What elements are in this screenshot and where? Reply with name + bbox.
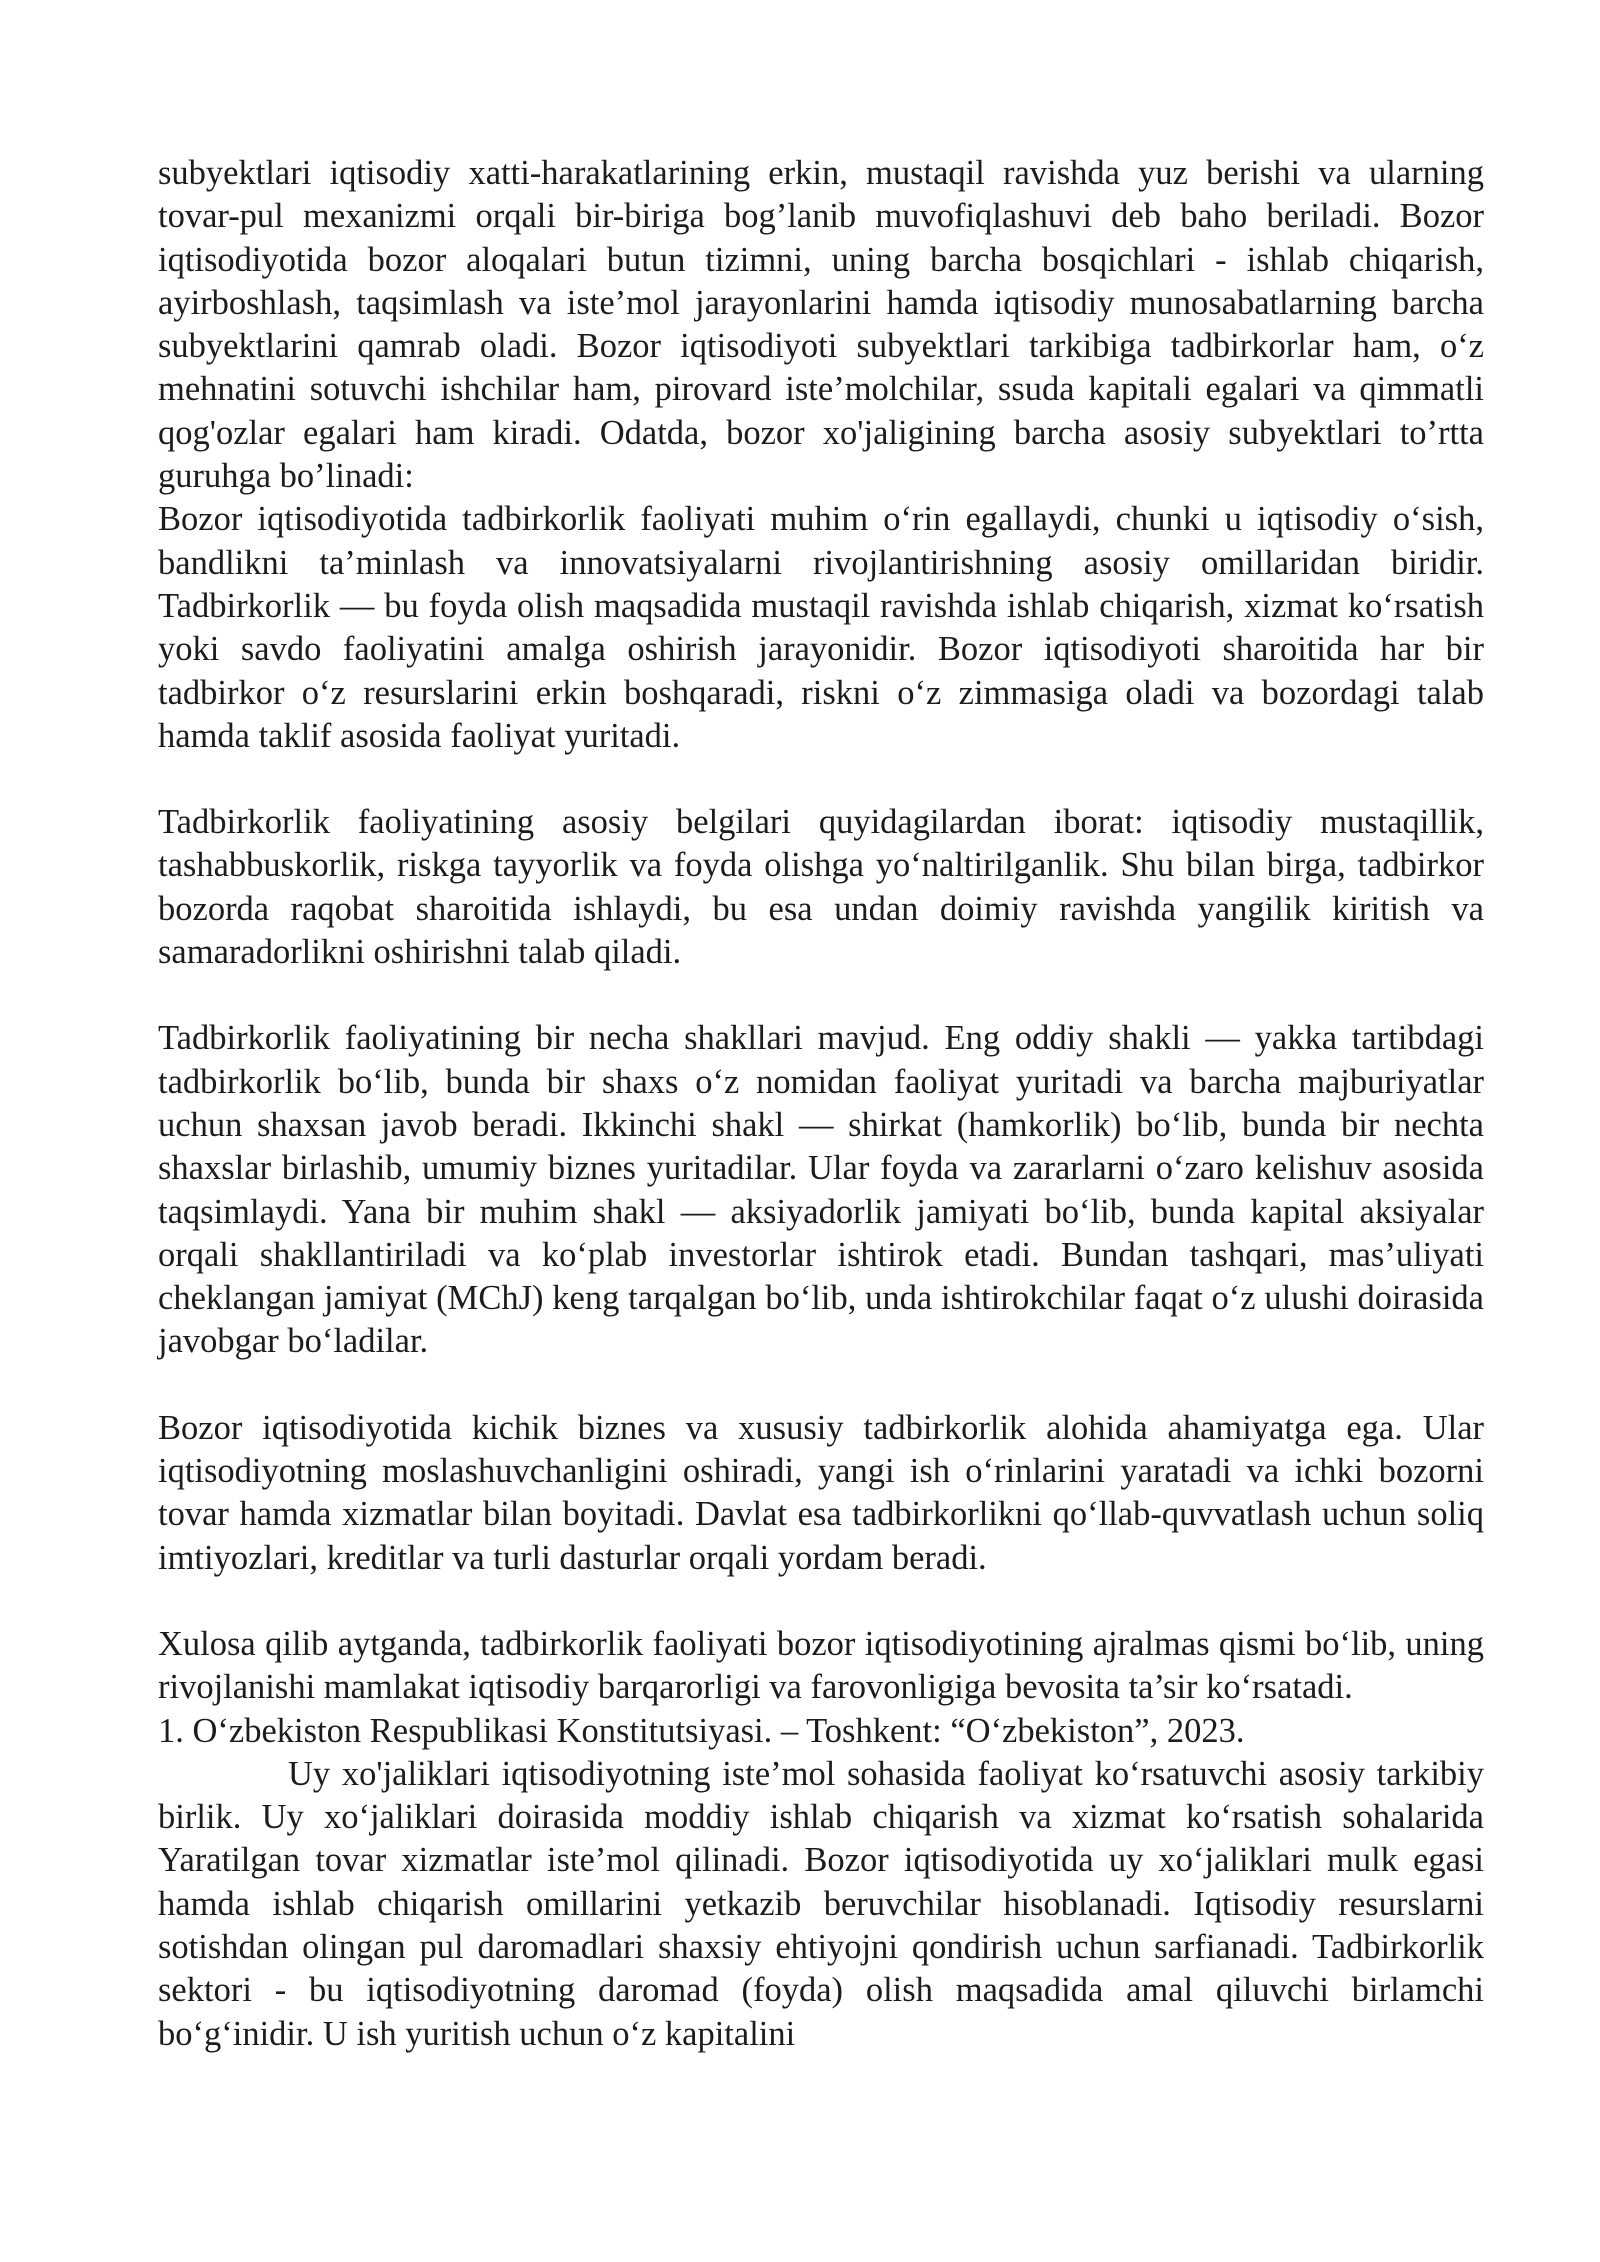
- paragraph-households: Uy xo'jaliklari iqtisodiyotning iste’mol sohasida faoliyat ko‘rsatuvchi asosiy tarkibiy birlik. Uy xo‘jaliklari doirasida moddiy ishlab chiqarish va xizmat ko‘rsatish sohalarida Yaratilgan tovar xizmatlar iste’mol qilinadi. Bozor iqtisodiyotida uy xo‘jaliklari mulk egasi hamda ishlab chiqarish omillarini yetkazib beruvchilar hisoblanadi. Iqtisodiy resurslarni sotishdan olingan pul daromadlari shaxsiy ehtiyojni qondirish uchun sarfianadi. Tadbirkorlik sektori - bu iqtisodiyotning daromad (foyda) olish maqsadida amal qiluvchi birlamchi bo‘g‘inidir. U ish yuritish uchun o‘z kapitalini: [158, 1754, 1484, 2053]
- reference-item: 1. O‘zbekiston Respublikasi Konstitutsiyasi. – Toshkent: “O‘zbekiston”, 2023.: [158, 1711, 1245, 1750]
- paragraph-entrepreneurship-role: Bozor iqtisodiyotida tadbirkorlik faoliyati muhim o‘rin egallaydi, chunki u iqtisodiy o‘sish, bandlikni ta’minlash va innovatsiyalarni rivojlantirishning asosiy omillaridan biridir. Tadbirkorlik — bu foyda olish maqsadida mustaqil ravishda ishlab chiqarish, xizmat ko‘rsatish yoki savdo faoliyatini amalga oshirish jarayonidir. Bozor iqtisodiyoti sharoitida har bir tadbirkor o‘z resurslarini erkin boshqaradi, riskni o‘z zimmasiga oladi va bozordagi talab hamda taklif asosida faoliyat yuritadi.: [158, 500, 1484, 755]
- paragraph-entrepreneurship-forms: Tadbirkorlik faoliyatining bir necha shakllari mavjud. Eng oddiy shakli — yakka tartibdagi tadbirkorlik bo‘lib, bunda bir shaxs o‘z nomidan faoliyat yuritadi va barcha majburiyatlar uchun shaxsan javob beradi. Ikkinchi shakl — shirkat (hamkorlik) bo‘lib, bunda bir nechta shaxslar birlashib, umumiy biznes yuritadilar. Ular foyda va zararlarni o‘zaro kelishuv asosida taqsimlaydi. Yana bir muhim shakl — aksiyadorlik jamiyati bo‘lib, bunda kapital aksiyalar orqali shakllantiriladi va ko‘plab investorlar ishtirok etadi. Bundan tashqari, mas’uliyati cheklangan jamiyat (MChJ) keng tarqalgan bo‘lib, unda ishtirokchilar faqat o‘z ulushi doirasida javobgar bo‘ladilar.: [158, 1019, 1484, 1361]
- paragraph-conclusion: Xulosa qilib aytganda, tadbirkorlik faoliyati bozor iqtisodiyotining ajralmas qismi bo‘lib, uning rivojlanishi mamlakat iqtisodiy barqarorligi va farovonligiga bevosita ta’sir ko‘rsatadi.: [158, 1624, 1484, 1707]
- paragraph-small-business: Bozor iqtisodiyotida kichik biznes va xususiy tadbirkorlik alohida ahamiyatga ega. Ular iqtisodiyotning moslashuvchanligini oshiradi, yangi ish o‘rinlarini yaratadi va ichki bozorni tovar hamda xizmatlar bilan boyitadi. Davlat esa tadbirkorlikni qo‘llab-quvvatlash uchun soliq imtiyozlari, kreditlar va turli dasturlar orqali yordam beradi.: [158, 1408, 1484, 1577]
- paragraph-entrepreneurship-features: Tadbirkorlik faoliyatining asosiy belgilari quyidagilardan iborat: iqtisodiy mustaqillik, tashabbuskorlik, riskga tayyorlik va foyda olishga yo‘naltirilganlik. Shu bilan birga, tadbirkor bozorda raqobat sharoitida ishlaydi, bu esa undan doimiy ravishda yangilik kiritish va samaradorlikni oshirishni talab qiladi.: [158, 803, 1484, 972]
- document-page: [158, 152, 1484, 2056]
- paragraph-market-subjects: subyektlari iqtisodiy xatti-harakatlarining erkin, mustaqil ravishda yuz berishi va ularning tovar-pul mexanizmi orqali bir-biriga bog’lanib muvofiqlashuvi deb baho beriladi. Bozor iqtisodiyotida bozor aloqalari butun tizimni, uning barcha bosqichlari - ishlab chiqarish, ayirboshlash, taqsimlash va iste’mol jarayonlarini hamda iqtisodiy munosabatlarning barcha subyektlarini qamrab oladi. Bozor iqtisodiyoti subyektlari tarkibiga tadbirkorlar ham, o‘z mehnatini sotuvchi ishchilar ham, pirovard iste’molchilar, ssuda kapitali egalari va qimmatli qog'ozlar egalari ham kiradi. Odatda, bozor xo'jaligining barcha asosiy subyektlari to’rtta guruhga bo’linadi:: [158, 154, 1484, 496]
